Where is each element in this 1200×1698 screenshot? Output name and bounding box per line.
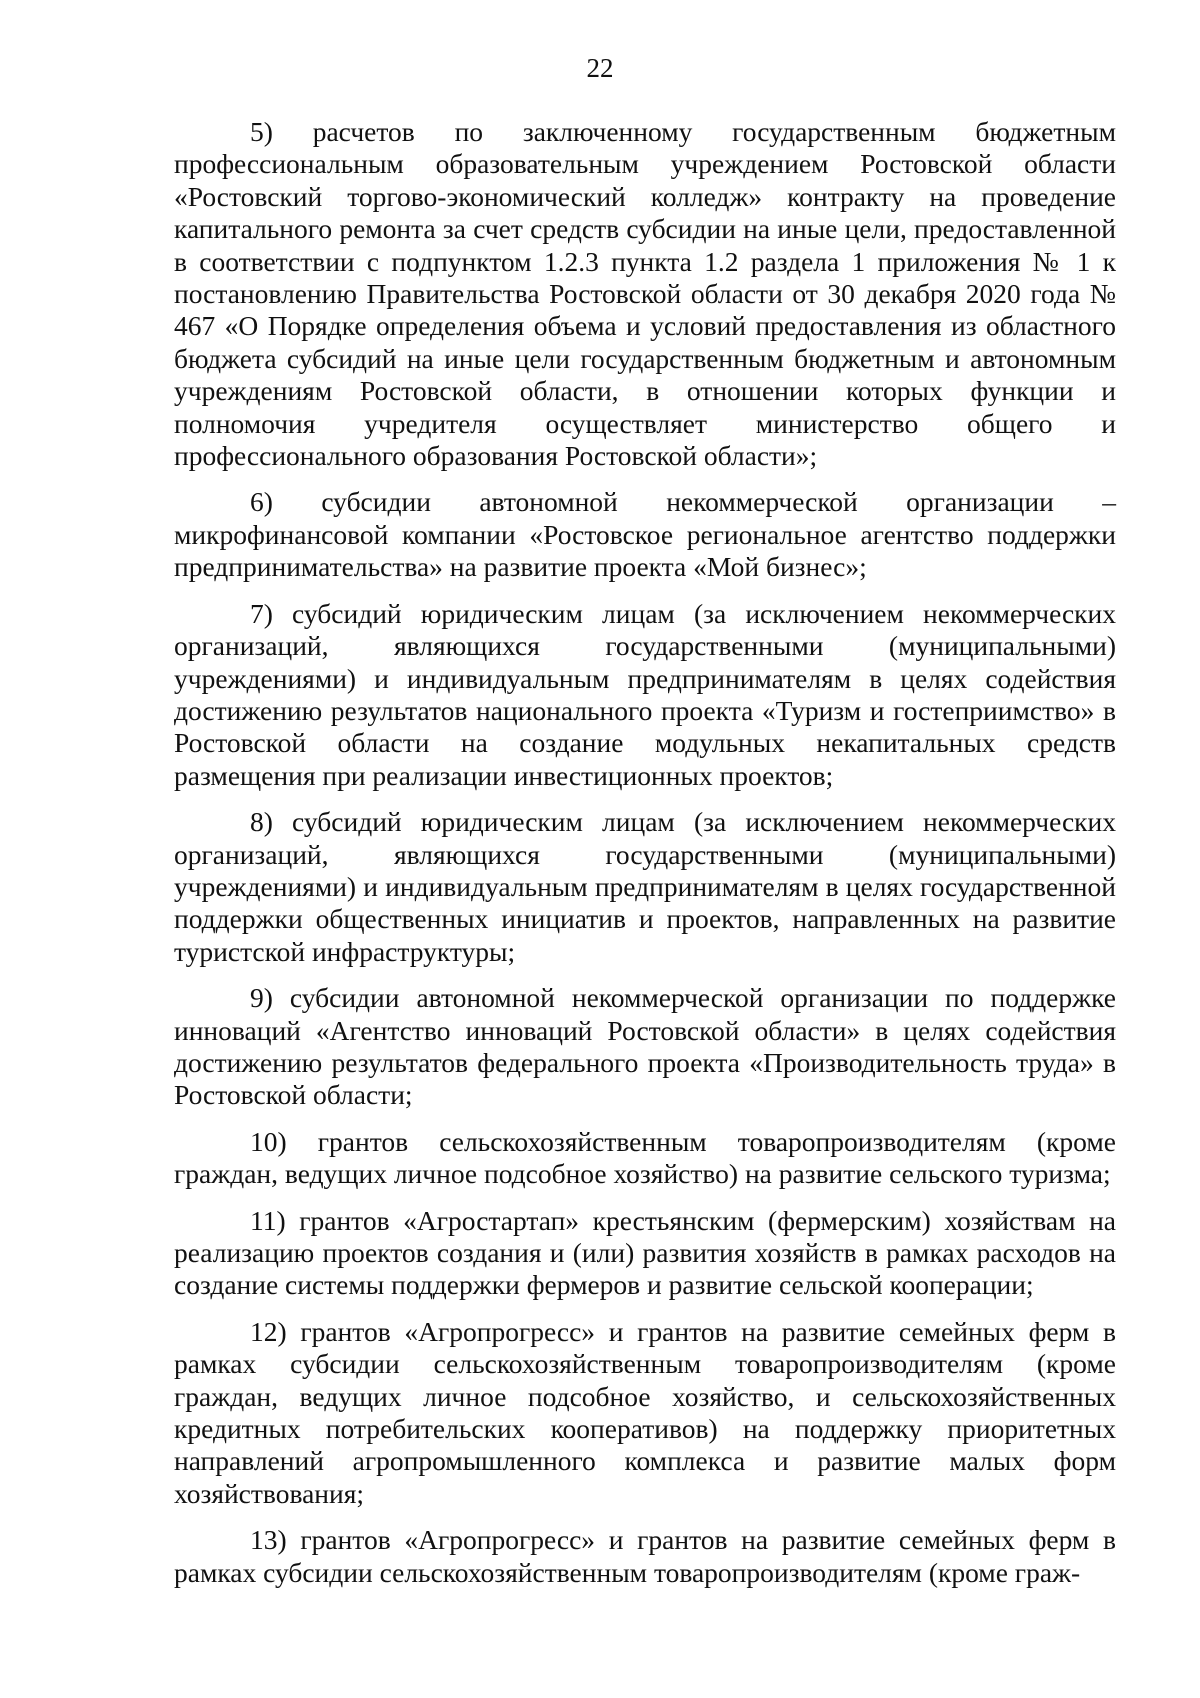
paragraph-item-7: 7) субсидий юридическим лицам (за исключением некоммерческих организаций, являющихся государственными (муниципальными) учреждениями) и индивидуальным предпринимателям в целях содействия достижению результатов национального проекта «Туризм и гостеприимство» в Ростовской области на создание модульных некапитальных средств размещения при реализации инвестиционных проектов; — [174, 597, 1116, 791]
paragraph-item-8: 8) субсидий юридическим лицам (за исключением некоммерческих организаций, являющихся государственными (муниципальными) учреждениями) и индивидуальным предпринимателям в целях государственной поддержки общественных инициатив и проектов, направленных на развитие туристской инфраструктуры; — [174, 806, 1116, 967]
paragraph-item-6: 6) субсидии автономной некоммерческой организации – микрофинансовой компании «Ростовское региональное агентство поддержки предпринимательства» на развитие проекта «Мой бизнес»; — [174, 486, 1116, 583]
paragraph-item-10: 10) грантов сельскохозяйственным товаропроизводителям (кроме граждан, ведущих личное подсобное хозяйство) на развитие сельского туризма; — [174, 1125, 1116, 1190]
paragraph-item-13: 13) грантов «Агропрогресс» и грантов на развитие семейных ферм в рамках субсидии сельскохозяйственным товаропроизводителям (кроме граж- — [174, 1524, 1116, 1588]
page-number: 22 — [586, 53, 614, 83]
paragraph-item-12: 12) грантов «Агропрогресс» и грантов на развитие семейных ферм в рамках субсидии сельскохозяйственным товаропроизводителям (кроме граждан, ведущих личное подсобное хозяйство, и сельскохозяйственных кредитных потребительских кооперативов) на поддержку приоритетных направлений агропромышленного комплекса и развитие малых форм хозяйствования; — [174, 1315, 1116, 1509]
document-body — [174, 116, 1116, 1589]
paragraph-item-9: 9) субсидии автономной некоммерческой организации по поддержке инноваций «Агентство инноваций Ростовской области» в целях содействия достижению результатов федерального проекта «Производительность труда» в Ростовской области; — [174, 982, 1116, 1111]
paragraph-item-11: 11) грантов «Агростартап» крестьянским (фермерским) хозяйствам на реализацию проектов создания и (или) развития хозяйств в рамках расходов на создание системы поддержки фермеров и развитие сельской кооперации; — [174, 1204, 1116, 1301]
paragraph-item-5: 5) расчетов по заключенному государственным бюджетным профессиональным образовательным учреждением Ростовской области «Ростовский торгово-экономический колледж» контракту на проведение капитального ремонта за счет средств субсидии на иные цели, предоставленной в соответствии с подпунктом 1.2.3 пункта 1.2 раздела 1 приложения № 1 к постановлению Правительства Ростовской области от 30 декабря 2020 года № 467 «О Порядке определения объема и условий предоставления из областного бюджета субсидий на иные цели государственным бюджетным и автономным учреждениям Ростовской области, в отношении которых функции и полномочия учредителя осуществляет министерство общего и профессионального образования Ростовской области»; — [174, 116, 1116, 472]
